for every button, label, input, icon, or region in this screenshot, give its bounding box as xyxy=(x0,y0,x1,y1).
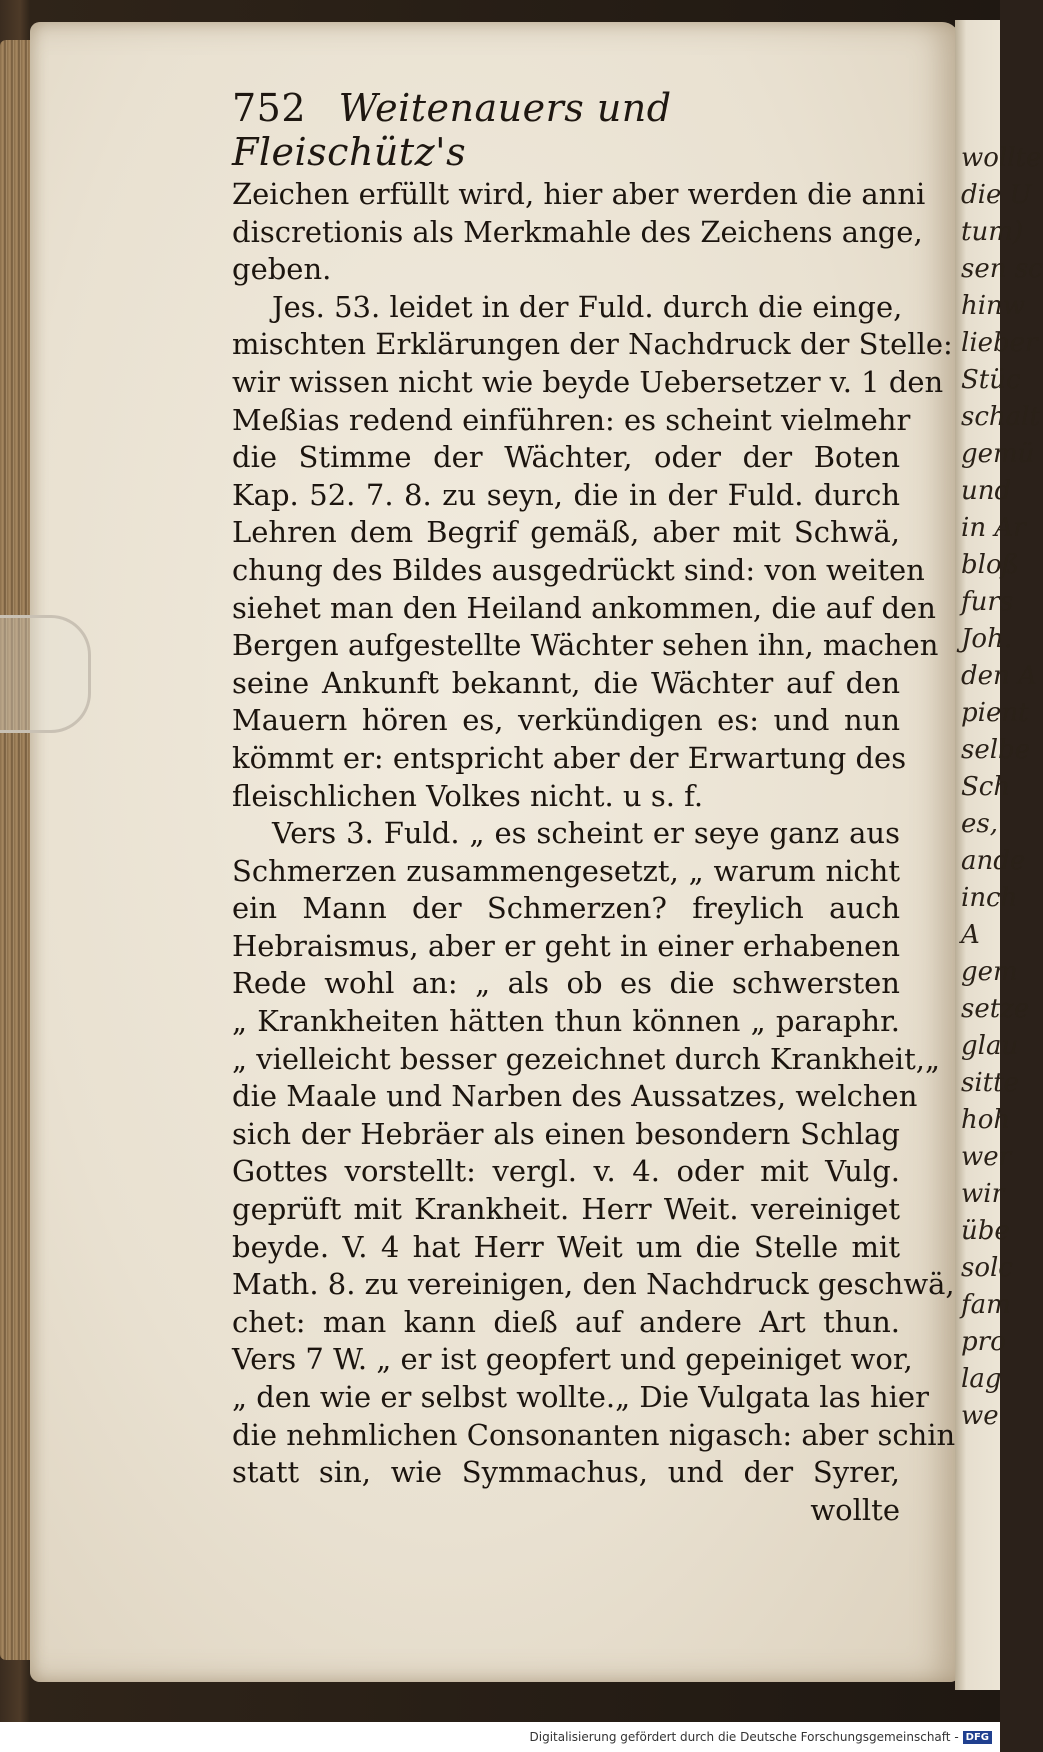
facing-page-fragment: Sch xyxy=(961,772,1011,802)
text-line: discretionis als Merkmahle des Zeichens ange, xyxy=(232,214,923,249)
text-line: chung des Bildes ausgedrückt sind: von weiten xyxy=(232,552,925,587)
text-line: sich der Hebräer als einen besondern Schlag xyxy=(232,1116,900,1151)
text-line: siehet man den Heiland ankommen, die auf den xyxy=(232,590,936,625)
facing-page-fragment: pient xyxy=(961,698,1029,728)
facing-page-fragment: selbe xyxy=(961,735,1031,765)
text-line: mischten Erklärungen der Nachdruck der Stelle: xyxy=(232,327,953,362)
facing-page-fragment: sen sc xyxy=(961,254,1043,284)
text-line: chet: man kann dieß auf andere Art thun. xyxy=(232,1304,900,1339)
facing-page-fragment: gemü xyxy=(961,439,1035,469)
facing-page-fragment: bloß xyxy=(961,550,1019,580)
text-line: Vers 7 W. „ er ist geopfert und gepeiniget wor, xyxy=(232,1342,913,1377)
dfg-logo: DFG xyxy=(963,1731,992,1744)
facing-page-fragment: pro xyxy=(961,1327,1006,1357)
catchword: wollte xyxy=(810,1492,900,1527)
facing-page-fragment: lieber xyxy=(961,328,1038,358)
text-line: Zeichen erfüllt wird, hier aber werden die anni xyxy=(232,177,926,211)
text-line: wir wissen nicht wie beyde Uebersetzer v. 1 den xyxy=(232,364,944,399)
text-line: Jes. 53. leidet in der Fuld. durch die einge, xyxy=(272,289,903,324)
facing-page-fragment: hoh xyxy=(961,1105,1011,1135)
text-line: Meßias redend einführen: es scheint vielmehr xyxy=(232,402,911,437)
text-line: Schmerzen zusammengesetzt, „ warum nicht xyxy=(232,853,900,888)
bookmark-clip xyxy=(0,615,91,733)
facing-page-fragment: solc xyxy=(961,1253,1013,1283)
text-line: statt sin, wie Symmachus, und der Syrer, xyxy=(232,1455,900,1490)
text-line: Vers 3. Fuld. „ es scheint er seye ganz aus xyxy=(272,816,900,851)
facing-page-fragment: inch xyxy=(961,883,1018,913)
text-line: ein Mann der Schmerzen? freylich auch xyxy=(232,891,900,926)
text-line: die Stimme der Wächter, oder der Boten xyxy=(232,440,900,475)
facing-page-fragment: übe xyxy=(961,1216,1010,1246)
facing-page-fragment: die U xyxy=(961,180,1032,210)
text-line: Gottes vorstellt: vergl. v. 4. oder mit Vulg. xyxy=(232,1154,900,1189)
text-line: Lehren dem Begrif gemäß, aber mit Schwä, xyxy=(232,515,900,550)
facing-page-fragment: glau xyxy=(961,1031,1019,1061)
page-body xyxy=(232,176,956,1529)
facing-page-fragment: lag xyxy=(961,1364,1002,1394)
facing-page-fragment: A xyxy=(961,920,980,950)
text-line: Math. 8. zu vereinigen, den Nachdruck geschwä, xyxy=(232,1267,955,1302)
facing-page-fragment: wollte xyxy=(961,143,1042,173)
text-line: „ den wie er selbst wollte.„ Die Vulgata las hier xyxy=(232,1380,929,1414)
text-line: geprüft mit Krankheit. Herr Weit. vereiniget xyxy=(232,1192,900,1227)
facing-page-fragment: gem xyxy=(961,957,1018,987)
facing-page-edge xyxy=(955,20,1043,1690)
facing-page-fragment: fam xyxy=(961,1290,1011,1320)
text-line: Hebraismus, aber er geht in einer erhabenen xyxy=(232,928,900,963)
page-number: 752 xyxy=(232,86,307,130)
facing-page-fragments xyxy=(955,140,1043,1435)
page-header xyxy=(232,86,792,174)
text-line: die nehmlichen Consonanten nigasch: aber schin xyxy=(232,1417,956,1452)
facing-page-fragment: ande xyxy=(961,846,1026,876)
facing-page-fragment: Joh. xyxy=(961,624,1013,654)
text-line: seine Ankunft bekannt, die Wächter auf den xyxy=(232,665,900,700)
facing-page-fragment: schalt xyxy=(961,402,1040,432)
running-title: Weitenauers und Fleischütz's xyxy=(232,86,672,174)
facing-page-fragment: es, xyxy=(961,809,998,839)
text-line: „ vielleicht besser gezeichnet durch Krankheit,„ xyxy=(232,1041,940,1076)
text-line: fleischlichen Volkes nicht. u s. f. xyxy=(232,778,704,813)
facing-page-fragment: und xyxy=(961,476,1012,506)
text-line: beyde. V. 4 hat Herr Weit um die Stelle mit xyxy=(232,1229,900,1264)
facing-page-fragment: furs xyxy=(961,587,1014,617)
facing-page-fragment: we xyxy=(961,1401,999,1431)
text-line: „ Krankheiten hätten thun können „ paraphr. xyxy=(232,1004,900,1039)
credit-text: Digitalisierung gefördert durch die Deutsche Forschungsgemeinschaft - xyxy=(529,1730,959,1744)
facing-page-fragment: wer xyxy=(961,1142,1012,1172)
facing-page-fragment: den A xyxy=(961,661,1037,691)
text-line: Bergen aufgestellte Wächter sehen ihn, machen xyxy=(232,628,939,663)
facing-page-fragment: Stüc xyxy=(961,365,1021,395)
text-line: Kap. 52. 7. 8. zu seyn, die in der Fuld. durch xyxy=(232,477,900,512)
text-line: Rede wohl an: „ als ob es die schwersten xyxy=(232,966,900,1001)
text-line: Mauern hören es, verkündigen es: und nun xyxy=(232,703,900,738)
facing-page-fragment: hinw xyxy=(961,291,1026,321)
facing-page-fragment: sitte xyxy=(961,1068,1019,1098)
digitization-credit xyxy=(530,1730,993,1744)
text-line: geben. xyxy=(232,252,332,287)
facing-page-fragment: wir xyxy=(961,1179,1004,1209)
facing-page-fragment: setze xyxy=(961,994,1030,1024)
text-line: kömmt er: entspricht aber der Erwartung des xyxy=(232,740,907,775)
facing-page-fragment: in Ar xyxy=(961,513,1026,543)
facing-page-fragment: tum) xyxy=(961,217,1023,247)
text-line: die Maale und Narben des Aussatzes, welchen xyxy=(232,1079,918,1114)
